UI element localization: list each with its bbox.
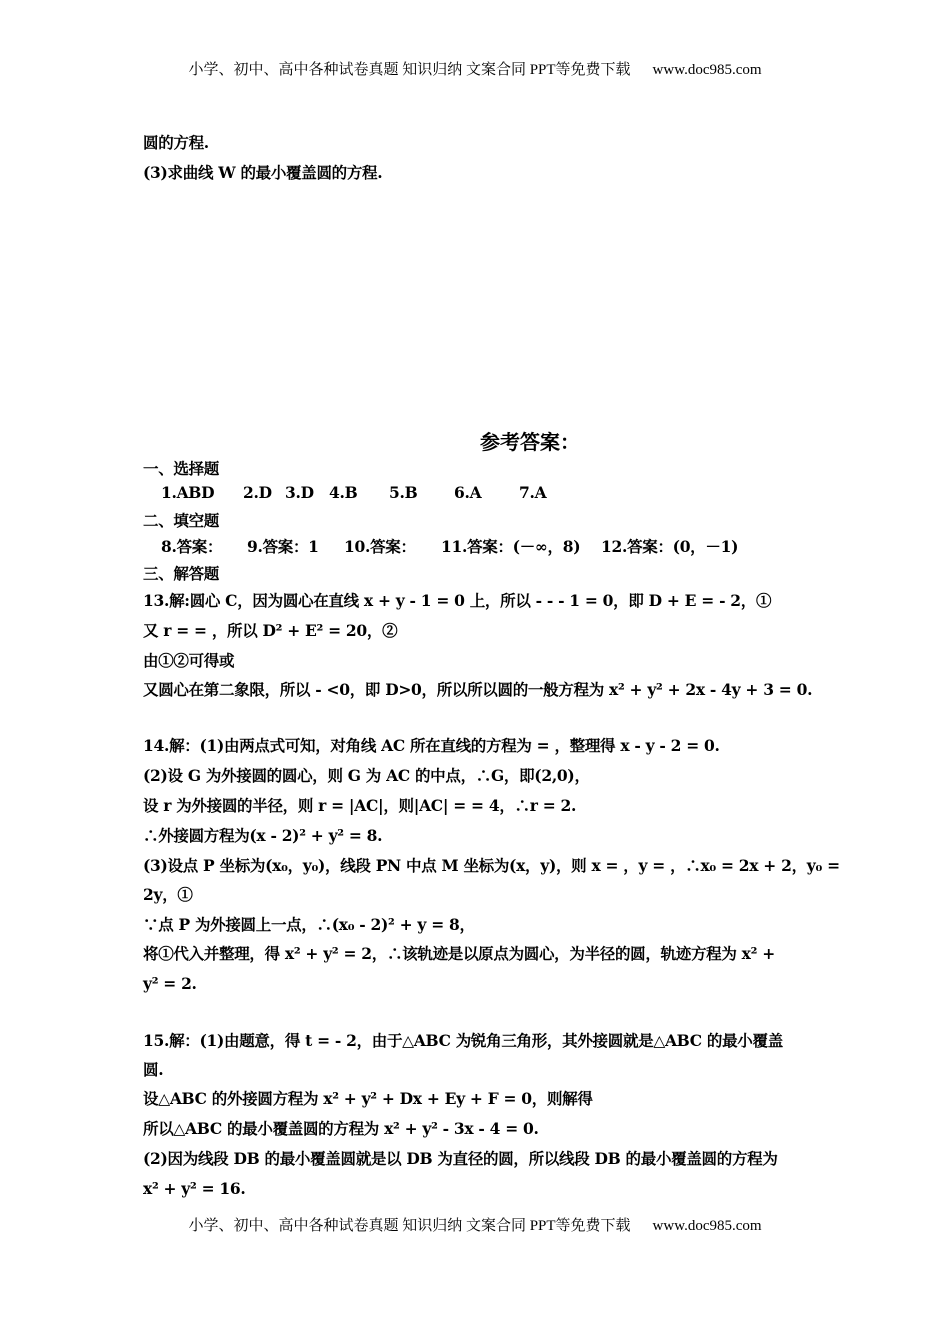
solution-line: 又 r = = ，所以 D² + E² = 20，② (143, 621, 398, 640)
solution-line: ∴外接圆方程为(x - 2)² + y² = 8. (143, 826, 383, 845)
section-title: 三、解答题 (143, 564, 220, 583)
question-line: 圆的方程. (143, 133, 209, 152)
solution-line: 设△ABC 的外接圆方程为 x² + y² + Dx + Ey + F = 0，则解得 (143, 1089, 593, 1108)
footer-text: 小学、初中、高中各种试卷真题 知识归纳 文案合同 PPT等免费下载 (188, 1218, 631, 1234)
answer: 7.A (519, 483, 547, 502)
solution-line: 14.解：(1)由两点式可知，对角线 AC 所在直线的方程为 = ，整理得 x - y - 2 = 0. (143, 736, 720, 755)
solution-line: (2)设 G 为外接圆的圆心，则 G 为 AC 的中点，∴G，即(2,0)， (143, 766, 590, 785)
fill-answers (161, 537, 738, 557)
solution-line: 设 r 为外接圆的半径，则 r = |AC|，则|AC| = = 4，∴r = 2. (143, 796, 577, 815)
solution-line: 由①②可得或 (143, 651, 235, 670)
solution-line: (3)设点 P 坐标为(x₀，y₀)，线段 PN 中点 M 坐标为(x，y)，则 x = ，y = ，∴x₀ = 2x + 2，y₀ = (143, 856, 840, 875)
section-title: 二、填空题 (143, 511, 220, 530)
answer: 2.D (243, 483, 272, 502)
page-header (0, 58, 950, 79)
answer: 10.答案： (344, 537, 416, 556)
answer: 11.答案：(－∞，8) (441, 537, 581, 556)
answer: 9.答案：1 (247, 537, 319, 556)
solution-line: 圆. (143, 1060, 164, 1079)
solution-line: ∵点 P 为外接圆上一点，∴(x₀ - 2)² + y = 8， (143, 915, 475, 934)
solution-line: y² = 2. (143, 974, 197, 993)
answer: 12.答案：(0，－1) (601, 537, 739, 556)
solution-line: 2y，① (143, 885, 193, 904)
solution-line: (2)因为线段 DB 的最小覆盖圆就是以 DB 为直径的圆，所以线段 DB 的最小覆盖圆的方程为 (143, 1149, 778, 1168)
solution-line: 15.解：(1)由题意，得 t = - 2，由于△ABC 为锐角三角形，其外接圆就是△ABC 的最小覆盖 (143, 1031, 783, 1050)
answer: 4.B (329, 483, 358, 502)
footer-site: www.doc985.com (652, 1218, 762, 1234)
answer: 5.B (389, 483, 418, 502)
solution-line: x² + y² = 16. (143, 1179, 246, 1198)
solution-line: 将①代入并整理，得 x² + y² = 2，∴该轨迹是以原点为圆心，为半径的圆，轨迹方程为 x² + (143, 944, 775, 963)
answer: 1.ABD (161, 483, 215, 502)
section-title: 一、选择题 (143, 459, 220, 478)
header-text: 小学、初中、高中各种试卷真题 知识归纳 文案合同 PPT等免费下载 (188, 62, 631, 78)
question-line: (3)求曲线 W 的最小覆盖圆的方程. (143, 163, 383, 182)
answer: 8.答案： (161, 537, 223, 556)
solution-line: 所以△ABC 的最小覆盖圆的方程为 x² + y² - 3x - 4 = 0. (143, 1119, 539, 1138)
answer: 6.A (454, 483, 482, 502)
solution-line: 13.解:圆心 C，因为圆心在直线 x + y - 1 = 0 上，所以 - - - 1 = 0，即 D + E = - 2，① (143, 591, 772, 610)
answers-title: 参考答案： (480, 430, 580, 454)
solution-line: 又圆心在第二象限，所以 - <0，即 D>0，所以所以圆的一般方程为 x² + y² + 2x - 4y + 3 = 0. (143, 680, 813, 699)
answer: 3.D (285, 483, 314, 502)
header-site: www.doc985.com (652, 62, 762, 78)
page-footer (0, 1214, 950, 1235)
choice-answers (161, 483, 546, 503)
